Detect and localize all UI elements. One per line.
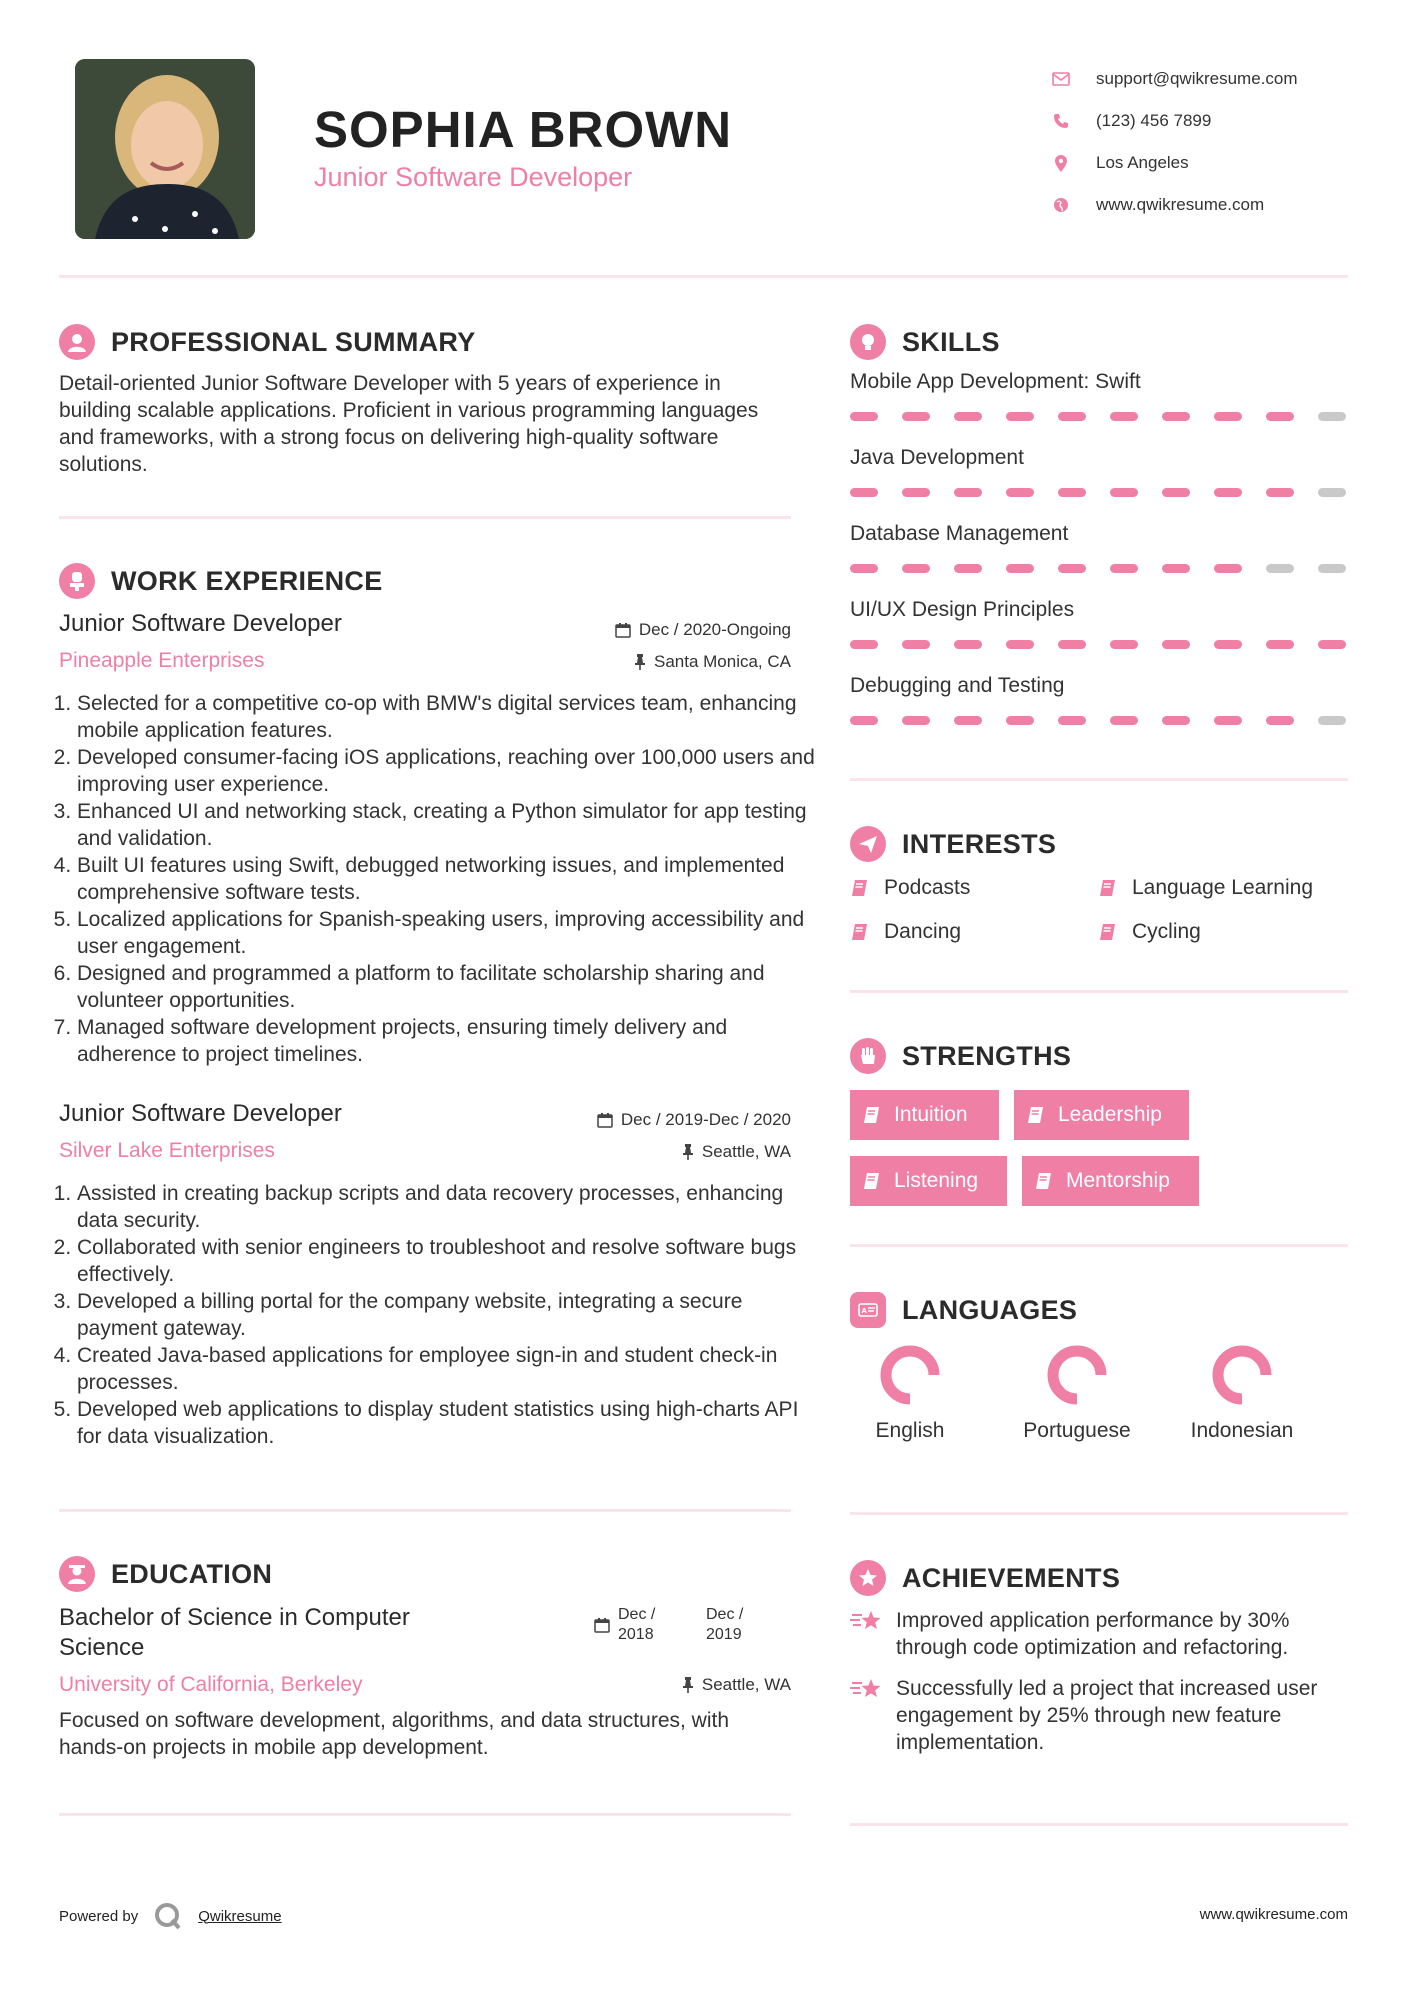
interest-label: Podcasts	[884, 876, 971, 899]
skill-dash-filled	[1162, 488, 1190, 497]
skill-dash-filled	[850, 640, 878, 649]
language-name: Portuguese	[1023, 1419, 1131, 1442]
contact-phone-text: (123) 456 7899	[1096, 111, 1212, 130]
skill-dash-filled	[1006, 488, 1034, 497]
interest-label: Cycling	[1132, 920, 1201, 943]
book-icon	[1098, 878, 1118, 898]
skill-dash-filled	[1006, 564, 1034, 573]
skill-dash-filled	[902, 412, 930, 421]
list-item: 7. Managed software development projects, ensuring timely delivery and adherence to project timelines.	[77, 1014, 817, 1068]
skill-dash-filled	[954, 412, 982, 421]
interests-list	[850, 866, 1348, 954]
id-card-icon	[850, 1292, 886, 1328]
book-icon	[850, 878, 870, 898]
interests-heading	[850, 826, 1056, 862]
graduate-icon	[59, 1556, 95, 1592]
achievement-text: Improved application performance by 30% through code optimization and refactoring.	[896, 1609, 1290, 1659]
skill-dash-filled	[1162, 412, 1190, 421]
book-icon	[1034, 1171, 1054, 1191]
summary-divider	[59, 516, 791, 519]
skill-dash-filled	[902, 488, 930, 497]
skill-dash-filled	[1266, 412, 1294, 421]
language-level-ring	[1046, 1344, 1108, 1406]
strength-tag	[1014, 1090, 1189, 1140]
skill-item	[850, 446, 1348, 522]
job-title: Junior Software Developer	[59, 1100, 342, 1127]
footer-powered-by	[59, 1900, 282, 1932]
shooting-star-icon	[850, 1609, 884, 1635]
skill-dash-filled	[902, 564, 930, 573]
globe-icon	[1050, 195, 1072, 215]
skill-dash-filled	[1266, 716, 1294, 725]
skill-dash-filled	[850, 412, 878, 421]
skill-name: Database Management	[850, 522, 1069, 545]
book-icon	[850, 922, 870, 942]
job-company: Silver Lake Enterprises	[59, 1139, 275, 1162]
contact-email[interactable]	[1050, 58, 1298, 100]
briefcase-icon	[59, 563, 95, 599]
skill-name: Mobile App Development: Swift	[850, 370, 1141, 393]
strength-label: Leadership	[1058, 1103, 1162, 1126]
interest-label: Dancing	[884, 920, 962, 943]
language-level-arc	[886, 1351, 934, 1399]
strengths-divider	[850, 1244, 1348, 1247]
education-degree: Bachelor of Science in Computer Science	[59, 1604, 410, 1661]
strength-tag	[1022, 1156, 1199, 1206]
pin-icon	[682, 1677, 694, 1693]
skill-level-bar	[850, 716, 1348, 725]
achievement-text: Successfully led a project that increased user engagement by 25% through new feature implementation.	[896, 1677, 1318, 1754]
candidate-name: SOPHIA BROWN	[314, 101, 733, 158]
skill-dash-filled	[850, 488, 878, 497]
skill-dash-filled	[1266, 488, 1294, 497]
calendar-icon	[615, 622, 631, 638]
skill-dash-empty	[1318, 564, 1346, 573]
contact-location-text: Los Angeles	[1096, 153, 1189, 172]
skills-divider	[850, 778, 1348, 781]
list-item: 4. Created Java-based applications for employee sign-in and student check-in processes.	[77, 1342, 817, 1396]
education-date	[594, 1605, 758, 1645]
language-level-arc	[1218, 1351, 1266, 1399]
list-item	[850, 866, 1098, 910]
job-date-text: Dec / 2019-Dec / 2020	[620, 1110, 791, 1129]
skill-dash-filled	[1214, 488, 1242, 497]
skill-name: Java Development	[850, 446, 1024, 469]
achievements-heading	[850, 1560, 1120, 1596]
skill-dash-filled	[1214, 640, 1242, 649]
education-school: University of California, Berkeley	[59, 1673, 363, 1696]
achievements-list	[850, 1607, 1348, 1756]
list-item: 5. Localized applications for Spanish-speaking users, improving accessibility and user engagement.	[77, 906, 817, 960]
experience-divider	[59, 1509, 791, 1512]
user-icon	[59, 324, 95, 360]
skills-heading	[850, 324, 1000, 360]
job-responsibilities	[59, 690, 817, 1068]
strength-label: Mentorship	[1066, 1169, 1170, 1192]
list-item: 3. Developed a billing portal for the company website, integrating a secure payment gateway.	[77, 1288, 817, 1342]
contact-list	[1050, 58, 1298, 226]
job-date	[520, 1110, 791, 1130]
interest-label: Language Learning	[1132, 876, 1314, 899]
skills-list	[850, 370, 1348, 750]
brand-link[interactable]: Qwikresume	[198, 1907, 282, 1925]
skill-level-bar	[850, 564, 1348, 573]
education-date-end: Dec / 2019	[706, 1606, 744, 1643]
skill-dash-filled	[1058, 716, 1086, 725]
list-item	[1098, 866, 1348, 910]
strengths-heading	[850, 1038, 1071, 1074]
education-location-text: Seattle, WA	[701, 1675, 791, 1694]
language-item	[850, 1344, 970, 1444]
shooting-star-icon	[850, 1677, 884, 1703]
job-date-text: Dec / 2020-Ongoing	[638, 620, 791, 639]
job-date	[520, 620, 791, 640]
languages-title: LANGUAGES	[902, 1294, 1078, 1325]
skill-dash-filled	[1058, 640, 1086, 649]
skill-dash-filled	[954, 716, 982, 725]
skill-dash-filled	[1318, 640, 1346, 649]
interests-title: INTERESTS	[902, 828, 1057, 859]
calendar-icon	[594, 1617, 610, 1633]
profile-photo	[75, 59, 255, 239]
contact-website[interactable]	[1050, 184, 1298, 226]
job-responsibilities	[59, 1180, 817, 1450]
book-icon	[1098, 922, 1118, 942]
summary-title: PROFESSIONAL SUMMARY	[111, 326, 476, 357]
skill-dash-empty	[1318, 716, 1346, 725]
achievements-divider	[850, 1823, 1348, 1826]
portrait-image	[75, 59, 255, 239]
skill-dash-filled	[1058, 412, 1086, 421]
skill-dash-filled	[850, 564, 878, 573]
book-icon	[862, 1105, 882, 1125]
list-item: 5. Developed web applications to display student statistics using high-charts API for data visualization.	[77, 1396, 817, 1450]
skill-dash-empty	[1266, 564, 1294, 573]
job-location-text: Santa Monica, CA	[653, 652, 791, 671]
job-location-text: Seattle, WA	[701, 1142, 791, 1161]
skill-item	[850, 522, 1348, 598]
skill-dash-filled	[1006, 640, 1034, 649]
list-item	[850, 910, 1098, 954]
skill-name: UI/UX Design Principles	[850, 598, 1075, 621]
phone-icon	[1050, 111, 1072, 131]
skill-dash-filled	[902, 716, 930, 725]
envelope-icon	[1050, 69, 1072, 89]
strength-label: Listening	[894, 1169, 979, 1192]
languages-divider	[850, 1512, 1348, 1515]
book-icon	[1026, 1105, 1046, 1125]
star-badge-icon	[850, 1560, 886, 1596]
language-item	[1017, 1344, 1137, 1444]
education-heading	[59, 1556, 272, 1592]
contact-email-text: support@qwikresume.com	[1096, 69, 1298, 88]
list-item: 2. Developed consumer-facing iOS applications, reaching over 100,000 users and improving user experience.	[77, 744, 817, 798]
skill-dash-empty	[1318, 412, 1346, 421]
education-date-start: Dec / 2018	[618, 1606, 656, 1643]
skill-dash-filled	[1110, 716, 1138, 725]
footer-url[interactable]: www.qwikresume.com	[1199, 1906, 1348, 1923]
svg-text:A: A	[861, 1307, 868, 1315]
languages-heading	[850, 1292, 1077, 1328]
candidate-role: Junior Software Developer	[314, 162, 633, 192]
skill-item	[850, 598, 1348, 674]
list-item	[1098, 910, 1348, 954]
list-item: 6. Designed and programmed a platform to facilitate scholarship sharing and volunteer opportunities.	[77, 960, 817, 1014]
lightbulb-icon	[850, 324, 886, 360]
skill-level-bar	[850, 488, 1348, 497]
paper-plane-icon	[850, 826, 886, 862]
strength-label: Intuition	[894, 1103, 968, 1126]
skill-dash-filled	[1058, 564, 1086, 573]
contact-location	[1050, 142, 1298, 184]
contact-phone[interactable]	[1050, 100, 1298, 142]
pin-icon	[682, 1144, 694, 1160]
language-level-arc	[1053, 1351, 1101, 1399]
powered-by-text: Powered by	[59, 1907, 139, 1925]
qwikresume-logo-icon	[152, 1900, 184, 1932]
interests-divider	[850, 990, 1348, 993]
strengths-title: STRENGTHS	[902, 1040, 1072, 1071]
strength-tag	[850, 1156, 1007, 1206]
skill-dash-empty	[1318, 488, 1346, 497]
skill-dash-filled	[954, 564, 982, 573]
calendar-icon	[597, 1112, 613, 1128]
job-location	[520, 1142, 791, 1162]
skill-dash-filled	[1110, 564, 1138, 573]
skill-dash-filled	[1006, 412, 1034, 421]
skill-dash-filled	[1266, 640, 1294, 649]
map-pin-icon	[1050, 153, 1072, 173]
header-divider	[59, 275, 1348, 278]
language-item	[1182, 1344, 1302, 1444]
skill-dash-filled	[1162, 640, 1190, 649]
language-level-ring	[879, 1344, 941, 1406]
skill-dash-filled	[954, 640, 982, 649]
job-company: Pineapple Enterprises	[59, 649, 265, 672]
skill-dash-filled	[1110, 412, 1138, 421]
skill-dash-filled	[1162, 716, 1190, 725]
skill-dash-filled	[850, 716, 878, 725]
skill-dash-filled	[902, 640, 930, 649]
summary-text: Detail-oriented Junior Software Developer with 5 years of experience in building scalable applications. Proficient in various programming languages and frameworks, with a strong focus on delivering high-quality software solutions.	[59, 372, 759, 476]
skill-dash-filled	[1214, 716, 1242, 725]
skill-dash-filled	[1058, 488, 1086, 497]
list-item: 2. Collaborated with senior engineers to troubleshoot and resolve software bugs effectively.	[77, 1234, 817, 1288]
list-item: 1. Selected for a competitive co-op with BMW's digital services team, enhancing mobile application features.	[77, 690, 817, 744]
contact-website-text: www.qwikresume.com	[1096, 195, 1265, 214]
skill-dash-filled	[1162, 564, 1190, 573]
skill-item	[850, 674, 1348, 750]
skill-dash-filled	[1214, 564, 1242, 573]
list-item: 4. Built UI features using Swift, debugged networking issues, and implemented comprehensive software tests.	[77, 852, 817, 906]
language-name: English	[875, 1419, 945, 1442]
skill-name: Debugging and Testing	[850, 674, 1065, 697]
skills-title: SKILLS	[902, 326, 1000, 357]
skill-dash-filled	[1110, 640, 1138, 649]
experience-title: WORK EXPERIENCE	[111, 565, 383, 596]
skill-dash-filled	[954, 488, 982, 497]
list-item: 3. Enhanced UI and networking stack, creating a Python simulator for app testing and validation.	[77, 798, 817, 852]
skill-dash-filled	[1110, 488, 1138, 497]
list-item	[850, 1675, 1348, 1756]
job-location	[520, 652, 791, 672]
skill-level-bar	[850, 640, 1348, 649]
skill-level-bar	[850, 412, 1348, 421]
job-title: Junior Software Developer	[59, 610, 342, 637]
education-divider	[59, 1813, 791, 1816]
strength-tag	[850, 1090, 999, 1140]
education-location	[520, 1675, 791, 1695]
experience-heading	[59, 563, 383, 599]
language-name: Indonesian	[1190, 1419, 1294, 1442]
skill-item	[850, 370, 1348, 446]
achievements-title: ACHIEVEMENTS	[902, 1562, 1121, 1593]
list-item	[850, 1607, 1348, 1661]
language-level-ring	[1211, 1344, 1273, 1406]
raised-fist-icon	[850, 1038, 886, 1074]
list-item: 1. Assisted in creating backup scripts and data recovery processes, enhancing data security.	[77, 1180, 817, 1234]
pin-icon	[634, 654, 646, 670]
book-icon	[862, 1171, 882, 1191]
education-description: Focused on software development, algorithms, and data structures, with hands-on projects in mobile app development.	[59, 1709, 730, 1759]
skill-dash-filled	[1214, 412, 1242, 421]
summary-heading	[59, 324, 476, 360]
skill-dash-filled	[1006, 716, 1034, 725]
education-title: EDUCATION	[111, 1558, 273, 1589]
